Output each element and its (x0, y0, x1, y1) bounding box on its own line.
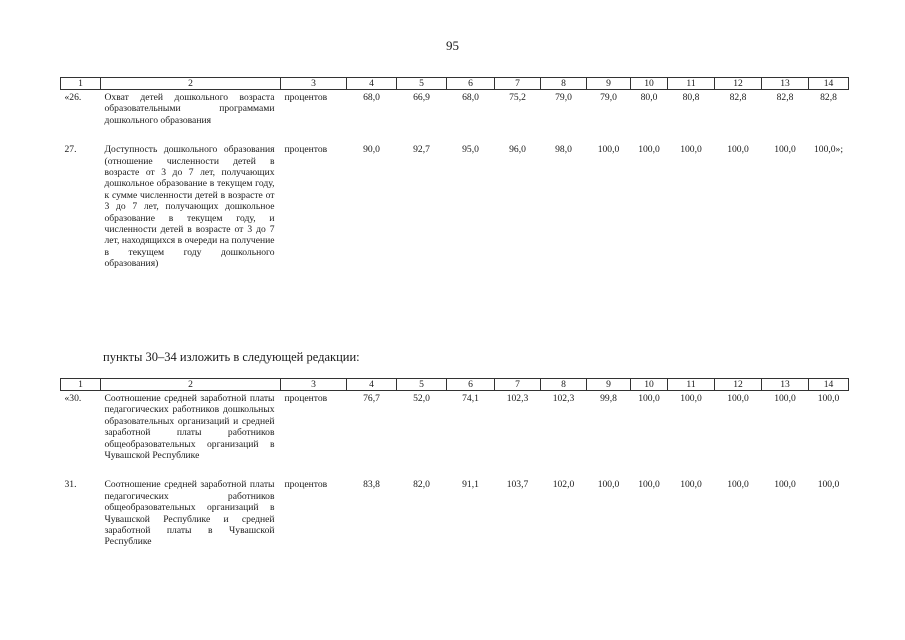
value-cell: 102,3 (506, 393, 529, 404)
value-cell: 79,0 (600, 92, 617, 103)
value-cell: 100,0 (680, 144, 702, 156)
column-number-cell: 7 (495, 78, 541, 90)
column-number-header (61, 379, 849, 391)
value-cell: 100,0 (727, 479, 749, 491)
value-cell: 68,0 (462, 92, 479, 103)
column-number-cell: 13 (762, 379, 809, 391)
column-number-cell: 6 (447, 78, 495, 90)
value-cell: 100,0 (597, 479, 620, 491)
value-cell: 82,0 (413, 479, 430, 491)
column-number-cell: 1 (61, 379, 101, 391)
column-number-cell: 5 (397, 78, 447, 90)
value-cell: 100,0 (597, 144, 620, 156)
value-cell: 80,0 (640, 92, 658, 103)
indicator-name: Соотношение средней заработной платы педагогических работников дошкольных образовательных организаций и средней заработной платы работников общеобразовательных организаций в Чувашской Республике (104, 393, 275, 462)
column-number-cell: 10 (631, 379, 668, 391)
unit-of-measure: процентов (284, 92, 328, 103)
value-cell: 66,9 (413, 92, 430, 103)
value-cell: 79,0 (555, 92, 572, 103)
table-row (61, 90, 849, 143)
value-cell: 91,1 (462, 479, 479, 491)
unit-of-measure: процентов (284, 144, 328, 156)
value-cell: 100,0 (638, 479, 660, 491)
column-number-cell: 5 (397, 379, 447, 391)
unit-of-measure: процентов (284, 479, 328, 491)
page-number: 95 (446, 38, 459, 53)
value-cell: 74,1 (462, 393, 479, 404)
column-number-cell: 11 (668, 78, 715, 90)
value-cell: 82,8 (729, 92, 747, 103)
value-cell: 102,0 (552, 479, 575, 491)
row-number: «30. (64, 393, 82, 404)
value-cell: 100,0 (680, 393, 702, 404)
value-cell: 100,0 (638, 144, 660, 156)
value-cell: 100,0 (774, 479, 796, 491)
value-cell: 52,0 (413, 393, 430, 404)
column-number-cell: 4 (347, 379, 397, 391)
indicator-name: Охват детей дошкольного возраста образовательными программами дошкольного образования (104, 92, 275, 126)
value-cell: 102,3 (552, 393, 575, 404)
column-number-cell: 6 (447, 379, 495, 391)
amendment-instruction: пункты 30–34 изложить в следующей редакции: (103, 350, 360, 364)
column-number-cell: 9 (587, 379, 631, 391)
table-row (61, 391, 849, 478)
column-number-cell: 3 (281, 379, 347, 391)
value-cell: 100,0 (774, 393, 796, 404)
value-cell: 100,0 (817, 479, 840, 491)
value-cell: 95,0 (462, 144, 479, 156)
column-number-cell: 13 (762, 78, 809, 90)
value-cell: 103,7 (506, 479, 529, 491)
column-number-header (61, 78, 849, 90)
column-number-cell: 12 (715, 379, 762, 391)
table-row (61, 142, 849, 269)
value-cell: 75,2 (509, 92, 526, 103)
row-number: 31. (64, 479, 77, 491)
value-cell: 96,0 (509, 144, 526, 156)
column-number-cell: 14 (809, 78, 849, 90)
indicators-table-1 (60, 77, 849, 270)
value-cell: 100,0 (817, 393, 840, 404)
column-number-cell: 8 (541, 78, 587, 90)
value-cell: 99,8 (600, 393, 617, 404)
column-number-cell: 10 (631, 78, 668, 90)
value-cell: 92,7 (413, 144, 430, 156)
indicator-name: Доступность дошкольного образования (отношение численности детей в возрасте от 3 до 7 лет, получающих дошкольное образование в текущем году, к сумме численности детей в возрасте от 3 до 7 лет, получающих дошкольное образование в текущем году, и численности детей в возрасте от 3 до 7 лет, находящихся в очереди на получение в текущем году дошкольного образования) (104, 144, 275, 270)
column-number-cell: 2 (101, 379, 281, 391)
value-cell: 100,0»; (813, 144, 844, 156)
column-number-cell: 8 (541, 379, 587, 391)
column-number-cell: 2 (101, 78, 281, 90)
value-cell: 80,8 (682, 92, 700, 103)
value-cell: 82,8 (820, 92, 837, 103)
value-cell: 82,8 (776, 92, 794, 103)
value-cell: 100,0 (727, 144, 749, 156)
value-cell: 68,0 (363, 92, 380, 103)
column-number-cell: 14 (809, 379, 849, 391)
column-number-cell: 9 (587, 78, 631, 90)
column-number-cell: 4 (347, 78, 397, 90)
row-number: 27. (64, 144, 77, 156)
table-row (61, 477, 849, 547)
value-cell: 98,0 (555, 144, 572, 156)
value-cell: 90,0 (363, 144, 380, 156)
row-number: «26. (64, 92, 82, 103)
value-cell: 100,0 (638, 393, 660, 404)
indicators-table-2 (60, 378, 849, 548)
indicator-name: Соотношение средней заработной платы педагогических работников общеобразовательных организаций в Чувашской Республике и средней заработной платы в Чувашской Республике (104, 479, 275, 548)
column-number-cell: 3 (281, 78, 347, 90)
unit-of-measure: процентов (284, 393, 328, 404)
value-cell: 76,7 (363, 393, 380, 404)
value-cell: 100,0 (727, 393, 749, 404)
column-number-cell: 1 (61, 78, 101, 90)
column-number-cell: 12 (715, 78, 762, 90)
value-cell: 100,0 (680, 479, 702, 491)
value-cell: 83,8 (363, 479, 380, 491)
value-cell: 100,0 (774, 144, 796, 156)
column-number-cell: 11 (668, 379, 715, 391)
column-number-cell: 7 (495, 379, 541, 391)
